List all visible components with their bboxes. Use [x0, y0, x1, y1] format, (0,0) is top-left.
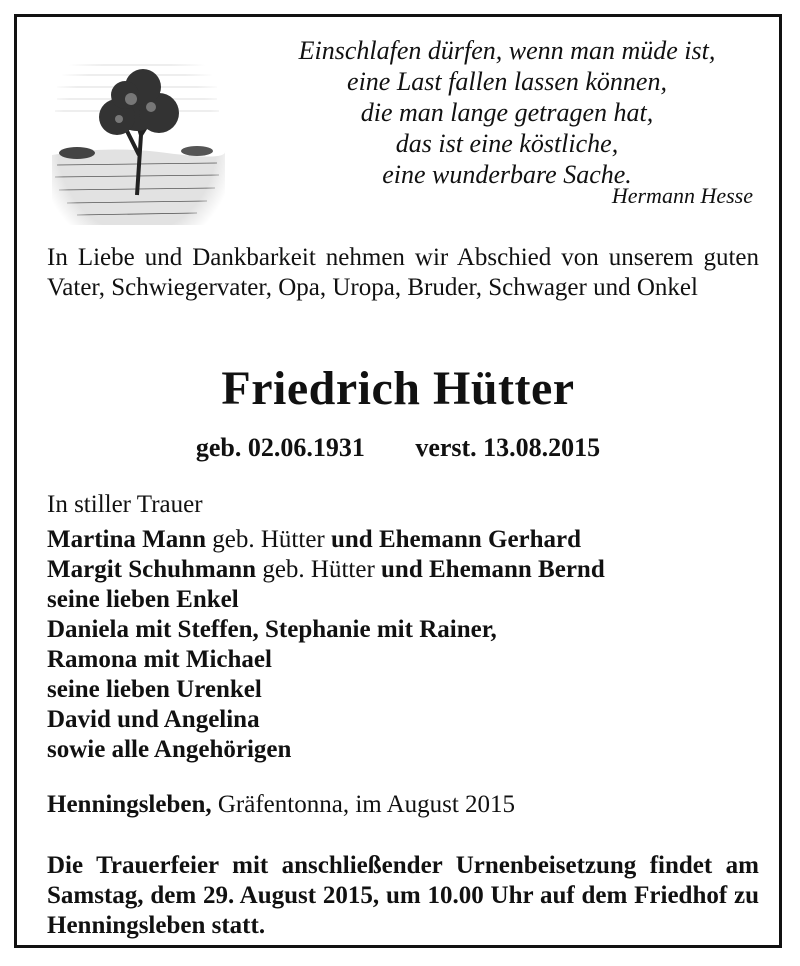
deceased-name: Friedrich Hütter — [221, 362, 575, 415]
intro-text: In Liebe und Dankbarkeit nehmen wir Abschied von unserem guten Vater, Schwiegervater, Opa, Uropa, Bruder, Schwager und Onkel — [47, 244, 759, 301]
birth-date: geb. 02.06.1931 — [195, 433, 365, 462]
mourner-row: Daniela mit Steffen, Stephanie mit Rainer, — [47, 616, 497, 643]
life-dates — [17, 433, 779, 463]
poem-line: Einschlafen dürfen, wenn man müde ist, — [298, 36, 716, 65]
mourner-row — [47, 555, 767, 585]
poem-author: Hermann Hesse — [611, 183, 753, 208]
mourners-list — [47, 525, 767, 765]
mourner-name: Margit Schuhmann — [47, 556, 257, 583]
mourning-label: In stiller Trauer — [47, 491, 203, 518]
poem-line: das ist eine köstliche, — [395, 129, 619, 158]
death-date: verst. 13.08.2015 — [415, 433, 601, 462]
mourner-name: Martina Mann — [47, 526, 207, 553]
mourner-spouse: und Ehemann Bernd — [381, 556, 605, 583]
ceremony-notice: Die Trauerfeier mit anschließender Urnenbeisetzung findet am Samstag, dem 29. August 2015, um 10.00 Uhr auf dem Friedhof zu Henningsleben statt. — [47, 852, 759, 939]
obituary-card — [14, 14, 782, 948]
mourner-row: sowie alle Angehörigen — [47, 736, 292, 763]
mourner-row: seine lieben Urenkel — [47, 676, 262, 703]
poem-line: eine Last fallen lassen können, — [347, 67, 667, 96]
mourner-spouse: und Ehemann Gerhard — [331, 526, 582, 553]
tree-landscape-icon — [47, 35, 227, 235]
mourner-row: David und Angelina — [47, 706, 260, 733]
place-rest: Gräfentonna, im August 2015 — [211, 791, 516, 818]
poem — [257, 35, 757, 190]
poem-line: die man lange getragen hat, — [360, 98, 654, 127]
mourner-row: Ramona mit Michael — [47, 646, 272, 673]
place-primary: Henningsleben, — [47, 791, 212, 818]
mourner-row — [47, 525, 767, 555]
poem-line: eine wunderbare Sache. — [382, 160, 632, 189]
mourner-maiden-name: geb. Hütter — [206, 526, 331, 553]
place-date-line — [47, 791, 515, 819]
mourner-maiden-name: geb. Hütter — [256, 556, 382, 583]
mourner-row: seine lieben Enkel — [47, 586, 239, 613]
